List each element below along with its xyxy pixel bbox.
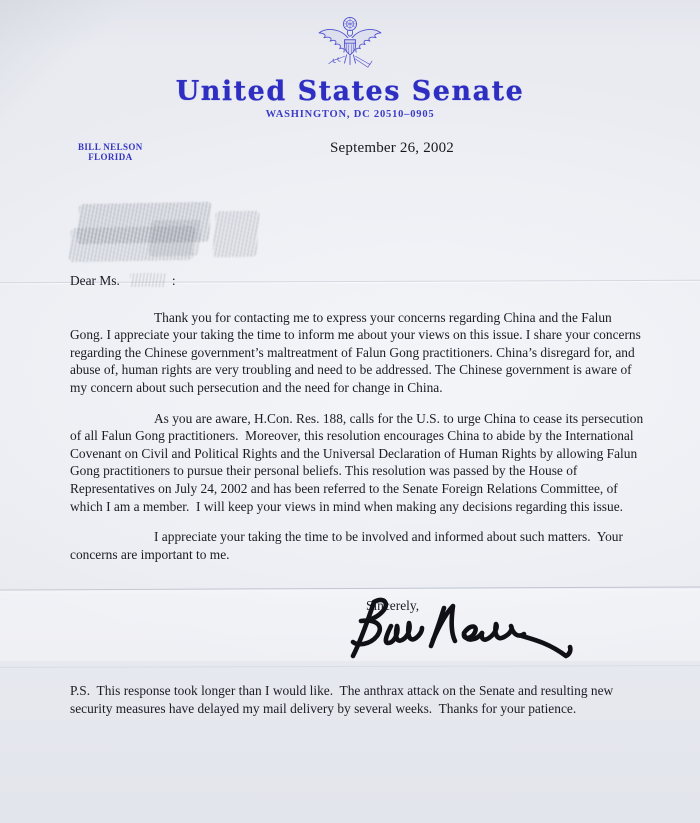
sender-block [78, 142, 143, 162]
valediction: Sincerely, [366, 598, 420, 613]
letter-date: September 26, 2002 [330, 140, 454, 156]
senate-seal-icon [309, 15, 391, 81]
redaction-scribble [149, 220, 202, 257]
sender-name: BILL NELSON [78, 142, 143, 152]
letter-body [70, 272, 647, 563]
letter-paragraph: I appreciate your taking the time to be involved and informed about such matters. Your concerns are important to me. [70, 529, 627, 562]
redaction-scribble [212, 211, 259, 258]
letter-paragraph: Thank you for contacting me to express your concerns regarding China and the Falun Gong. I appreciate your taking the time to inform me about your views on this issue. I share your concerns regarding the Chinese government’s maltreatment of Falun Gong practitioners. China’s disregard for, and abuse of, human rights are very troubling and need to be addressed. The Chinese government is aware of my concern about such persecution and the need for change in China. [70, 309, 645, 395]
letterhead-address: WASHINGTON, DC 20510–0905 [265, 109, 435, 120]
letter-paragraph: As you are aware, H.Con. Res. 188, calls for the U.S. to urge China to cease its persecution of all Falun Gong practitioners. Moreover, this resolution encourages China to abide by the International Covenant on Civil and Political Rights and the Universal Declaration of Human Rights by allowing Falun Gong practitioners to pursue their personal beliefs. This resolution was passed by the House of Representatives on July 24, 2002 and has been referred to the Senate Foreign Relations Committee, of which I am a member. I will keep your views in mind when making any decisions regarding this issue. [70, 410, 647, 514]
recipient-name-redaction [130, 273, 166, 287]
sender-state: FLORIDA [88, 152, 133, 162]
salutation [70, 272, 644, 290]
salutation-prefix: Dear Ms. [70, 273, 120, 288]
salutation-colon: : [171, 273, 176, 288]
postscript: P.S. This response took longer than I would like. The anthrax attack on the Senate and resulting new security measures have delayed my mail delivery by several weeks. Thanks for your patience. [70, 683, 617, 717]
signature-bill-nelson [344, 592, 576, 670]
letterhead-title: United States Senate [175, 76, 525, 107]
